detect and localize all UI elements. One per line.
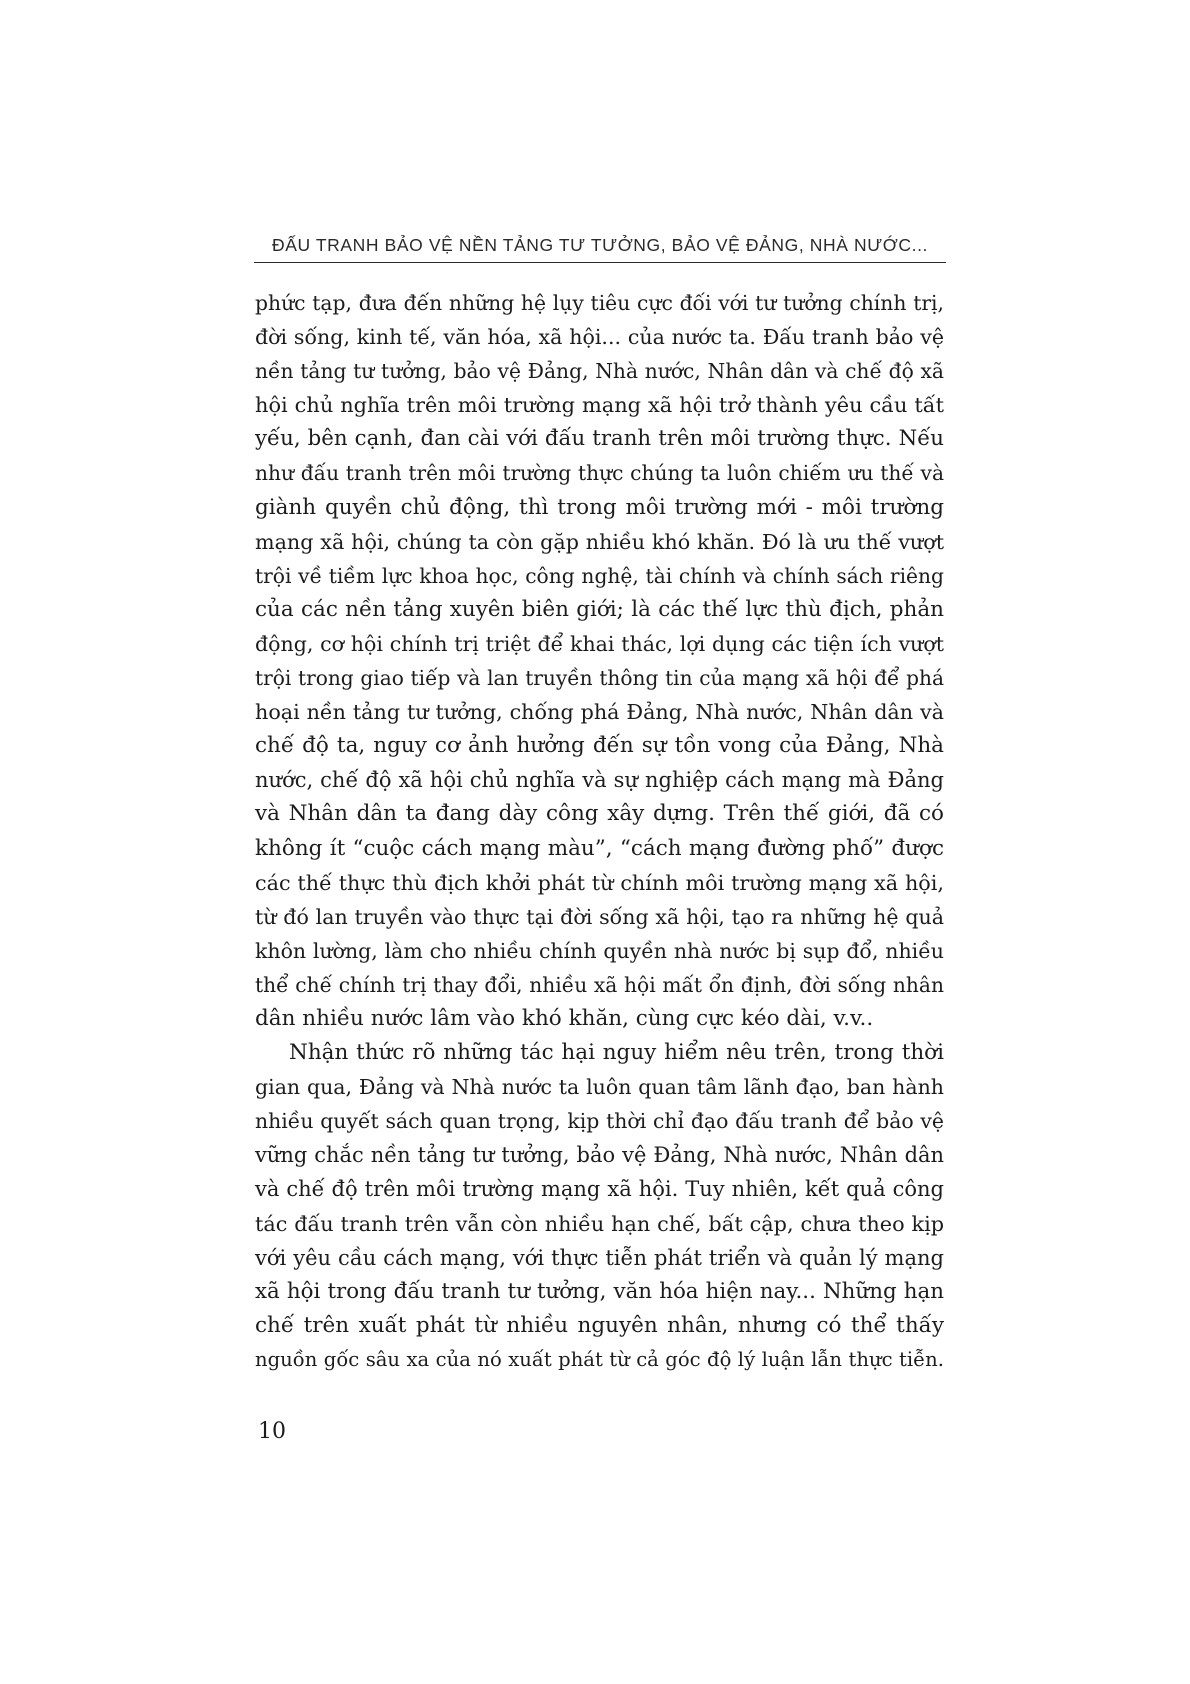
text-line: và chế độ trên môi trường mạng xã hội. Tuy nhiên, kết quả công bbox=[255, 1176, 944, 1202]
running-header: ĐẤU TRANH BẢO VỆ NỀN TẢNG TƯ TƯỞNG, BẢO VỆ ĐẢNG, NHÀ NƯỚC... bbox=[254, 232, 946, 263]
text-line: thể chế chính trị thay đổi, nhiều xã hội mất ổn định, đời sống nhân bbox=[255, 972, 944, 997]
text-line: của các nền tảng xuyên biên giới; là các thế lực thù địch, phản bbox=[255, 596, 944, 622]
text-line: nhiều quyết sách quan trọng, kịp thời chỉ đạo đấu tranh để bảo vệ bbox=[255, 1109, 944, 1134]
text-line: chế trên xuất phát từ nhiều nguyên nhân, nhưng có thể thấy bbox=[255, 1312, 944, 1338]
text-line: giành quyền chủ động, thì trong môi trường mới - môi trường bbox=[255, 494, 944, 520]
text-line: không ít “cuộc cách mạng màu”, “cách mạng đường phố” được bbox=[255, 835, 944, 861]
text-line: gian qua, Đảng và Nhà nước ta luôn quan tâm lãnh đạo, ban hành bbox=[255, 1075, 944, 1100]
text-line: hội chủ nghĩa trên môi trường mạng xã hội trở thành yêu cầu tất bbox=[255, 393, 944, 418]
body-text bbox=[255, 286, 944, 1377]
paragraph-2 bbox=[255, 1036, 944, 1377]
text-line: các thế thực thù địch khởi phát từ chính môi trường mạng xã hội, bbox=[255, 870, 944, 895]
text-line: và Nhân dân ta đang dày công xây dựng. Trên thế giới, đã có bbox=[255, 801, 944, 827]
text-line: từ đó lan truyền vào thực tại đời sống xã hội, tạo ra những hệ quả bbox=[255, 904, 944, 929]
paragraph-1 bbox=[255, 286, 944, 1036]
text-line: khôn lường, làm cho nhiều chính quyền nhà nước bị sụp đổ, nhiều bbox=[255, 938, 944, 963]
text-line: như đấu tranh trên môi trường thực chúng ta luôn chiếm ưu thế và bbox=[255, 461, 944, 486]
text-line: nguồn gốc sâu xa của nó xuất phát từ cả góc độ lý luận lẫn thực tiễn. bbox=[255, 1347, 944, 1371]
text-line: tác đấu tranh trên vẫn còn nhiều hạn chế, bất cập, chưa theo kịp bbox=[255, 1211, 944, 1236]
text-line: Nhận thức rõ những tác hại nguy hiểm nêu trên, trong thời bbox=[289, 1040, 944, 1066]
text-line: nền tảng tư tưởng, bảo vệ Đảng, Nhà nước, Nhân dân và chế độ xã bbox=[255, 359, 944, 384]
text-line: hoại nền tảng tư tưởng, chống phá Đảng, Nhà nước, Nhân dân và bbox=[255, 700, 944, 725]
text-line: yếu, bên cạnh, đan cài với đấu tranh trên môi trường thực. Nếu bbox=[255, 426, 944, 452]
text-line: đời sống, kinh tế, văn hóa, xã hội... của nước ta. Đấu tranh bảo vệ bbox=[255, 325, 944, 350]
text-line: xã hội trong đấu tranh tư tưởng, văn hóa hiện nay... Những hạn bbox=[255, 1278, 944, 1304]
text-line: mạng xã hội, chúng ta còn gặp nhiều khó khăn. Đó là ưu thế vượt bbox=[255, 529, 944, 554]
text-line: trội trong giao tiếp và lan truyền thông tin của mạng xã hội để phá bbox=[255, 666, 944, 691]
text-line: với yêu cầu cách mạng, với thực tiễn phát triển và quản lý mạng bbox=[255, 1244, 944, 1270]
text-line: nước, chế độ xã hội chủ nghĩa và sự nghiệp cách mạng mà Đảng bbox=[255, 767, 944, 793]
text-line: trội về tiềm lực khoa học, công nghệ, tài chính và chính sách riêng bbox=[255, 563, 944, 588]
text-line: dân nhiều nước lâm vào khó khăn, cùng cực kéo dài, v.v.. bbox=[255, 1005, 874, 1031]
text-line: chế độ ta, nguy cơ ảnh hưởng đến sự tồn vong của Đảng, Nhà bbox=[255, 733, 944, 759]
page-number: 10 bbox=[258, 1419, 286, 1444]
text-line: động, cơ hội chính trị triệt để khai thác, lợi dụng các tiện ích vượt bbox=[255, 631, 944, 656]
text-line: phức tạp, đưa đến những hệ lụy tiêu cực đối với tư tưởng chính trị, bbox=[255, 291, 944, 315]
text-line: vững chắc nền tảng tư tưởng, bảo vệ Đảng, Nhà nước, Nhân dân bbox=[255, 1143, 944, 1168]
